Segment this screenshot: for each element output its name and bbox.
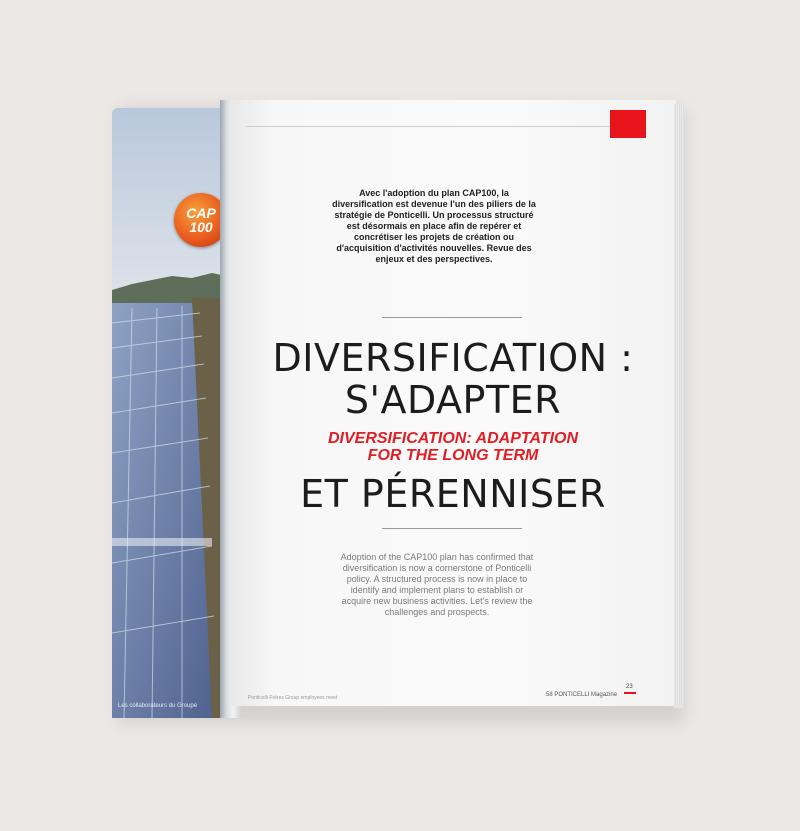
page-number-red-dash: [624, 692, 636, 694]
subhead-line-2: FOR THE LONG TERM: [367, 447, 539, 464]
cap100-logo: [174, 193, 226, 247]
french-intro-text: Avec l'adoption du plan CAP100, la diversification est devenue l'un des piliers de la stratégie de Ponticelli. Un processus structuré est désormais en place afin de repérer et concrétiser les projets de création ou d'acquisition d'activités nouvelles. Revue des enjeux et des perspectives.: [332, 188, 536, 264]
photo-caption: Les collaborateurs du Groupe: [118, 703, 198, 709]
right-page: [230, 100, 676, 706]
top-rule: [246, 126, 626, 127]
magazine-spread: [112, 100, 684, 718]
logo-text-bottom: 100: [189, 219, 213, 235]
left-page-photo: [112, 108, 226, 718]
page-number: 23: [626, 684, 633, 690]
red-accent-square: [610, 110, 646, 138]
footer-magazine-name: 58 PONTICELLI Magazine: [546, 692, 618, 698]
headline-line-3: ET PÉRENNISER: [300, 472, 606, 516]
headline-line-2: S'ADAPTER: [344, 378, 562, 422]
divider-bottom: [382, 528, 522, 529]
english-intro-text: Adoption of the CAP100 plan has confirmed that diversification is now a cornerstone of Ponticelli policy. A structured process is now in place to identify and implement plans to establish or acquire new business activities. Let's review the challenges and prospects.: [340, 552, 534, 617]
page-edges: [674, 104, 684, 708]
divider-top: [382, 317, 522, 318]
logo-text-top: CAP: [186, 205, 216, 221]
footer-caption: Ponticelli Frères Group employees meet: [248, 695, 338, 701]
subhead-line-1: DIVERSIFICATION: ADAPTATION: [327, 430, 579, 447]
headline-line-1: DIVERSIFICATION :: [272, 336, 634, 380]
